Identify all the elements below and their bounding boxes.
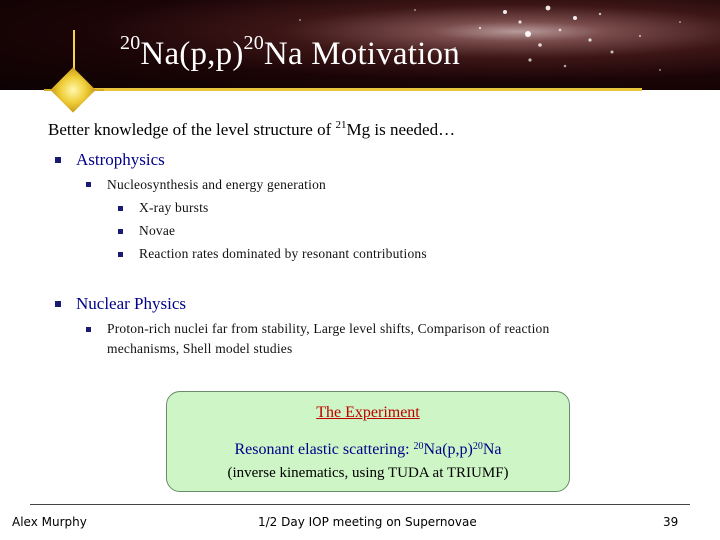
list-item: Nucleosynthesis and energy generation	[107, 177, 326, 192]
bullet-icon	[55, 157, 61, 163]
bullet-icon	[86, 182, 91, 187]
bullet-icon	[86, 327, 91, 332]
title-underline	[60, 88, 642, 91]
list-item-continuation: mechanisms, Shell model studies	[107, 341, 293, 356]
footer-author: Alex Murphy	[12, 515, 87, 529]
experiment-description: Resonant elastic scattering: $^{20}Na(p,p)^{20}Na$	[234, 441, 502, 458]
bullet-icon	[55, 301, 61, 307]
list-subitem: X-ray bursts	[139, 200, 209, 215]
slide-title: $^{20}Na(p,p)^{20}Na$ Motivation	[120, 32, 460, 72]
footer-divider	[30, 504, 690, 505]
intro-text: Better knowledge of the level structure of $^{21}$Mg is needed…	[48, 119, 456, 139]
list-subitem: Reaction rates dominated by resonant contributions	[139, 246, 427, 261]
section-heading-nuclear-physics: Nuclear Physics	[76, 294, 187, 313]
section-heading-astrophysics: Astrophysics	[76, 150, 165, 169]
list-subitem: Novae	[139, 223, 176, 238]
list-item: Proton-rich nuclei far from stability, Large level shifts, Comparison of reaction	[107, 321, 550, 336]
bullet-icon	[118, 252, 123, 257]
experiment-callout-box	[166, 391, 570, 492]
bullet-icon	[118, 206, 123, 211]
title-banner	[0, 0, 720, 90]
bullet-icon	[118, 229, 123, 234]
experiment-details: (inverse kinematics, using TUDA at TRIUMF)	[227, 465, 509, 481]
footer-event: 1/2 Day IOP meeting on Supernovae	[258, 515, 477, 529]
experiment-link[interactable]: The Experiment	[316, 404, 420, 421]
page-number: 39	[663, 515, 679, 529]
